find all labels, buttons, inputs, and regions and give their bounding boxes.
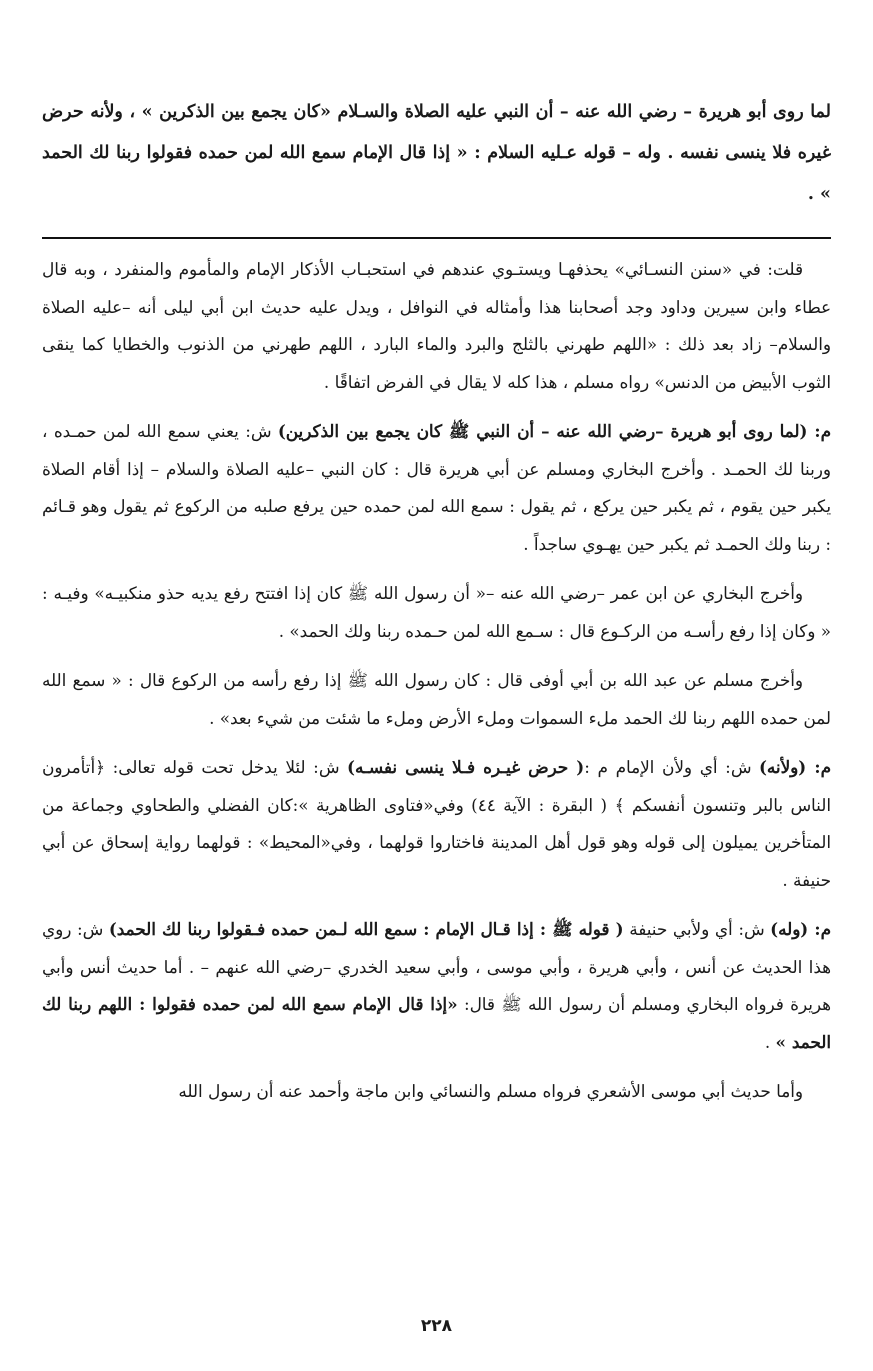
commentary-3c: . bbox=[764, 1031, 776, 1052]
matn-text: لما روى أبو هريرة – رضي الله عنه – أن النبي عليه الصلاة والسـلام «كان يجمع بين الذكرين » ، ولأنه حرض غيره فلا ينسى نفسه . وله – قوله عـليه السلام : « إذا قال الإمام سمع الله لمن حمده فقولوا ربنا لك الحمد » . bbox=[42, 102, 831, 204]
sharh-paragraph-5 bbox=[42, 749, 831, 899]
matn-quote-2: م: (ولأنه) bbox=[758, 757, 831, 777]
sharh-paragraph-4: وأخرج مسلم عن عبد الله بن أبي أوفى قال : كان رسول الله ﷺ إذا رفع رأسه من الركوع قال : « سمع الله لمن حمده اللهم ربنا لك الحمد ملء السموات وملء الأرض وملء ما شئت من شيء بعد» . bbox=[42, 670, 831, 728]
sharh-paragraph-6 bbox=[42, 911, 831, 1061]
sharh-paragraph-1: قلت: في «سنن النسـائي» يحذفهـا ويستـوي عندهم في استحبـاب الأذكار الإمام والمأموم والمنفرد ، وبه قال عطاء وابن سيرين وداود وجد أصحابنا هذا وأمثاله في النوافل ، ويدل عليه حديث ابن أبي ليلى أنه –عليه الصلاة والسلام– زاد بعد ذلك : «اللهم طهرني بالثلج والبرد والماء البارد ، اللهم طهرني من الذنوب والخطايا كما ينقى الثوب الأبيض من الدنس» رواه مسلم ، هذا كله لا يقال في الفرض اتفاقًا . bbox=[42, 259, 831, 392]
commentary-2b: ش: لئلا يدخل تحت قوله تعالى: ﴿أتأمرون الناس بالبر وتنسون أنفسكم ﴾ ( البقرة : الآية ٤٤) وفي«فتاوى الظاهرية »:كان الفضلي والطحاوي وجماعة من المتأخرين يميلون إلى قوله وهو قول أهل المدينة فاختاروا قولهما ، وفي«المحيط» : قولهما رواية إسحاق عن أبي حنيفة . bbox=[42, 757, 831, 890]
sharh-paragraph-2 bbox=[42, 413, 831, 563]
commentary-2a: ش: أي ولأن الإمام م : bbox=[584, 757, 759, 777]
matn-quote-5: ( قوله ﷺ : إذا قـال الإمام : سمع الله لـمن حمده فـقولوا ربنا لك الحمد) bbox=[108, 919, 624, 939]
commentary-3a: ش: أي ولأبي حنيفة bbox=[623, 919, 771, 939]
sharh-paragraph-3: وأخرج البخاري عن ابن عمر –رضي الله عنه –« أن رسول الله ﷺ كان إذا افتتح رفع يديه حذو منكبيـه» وفيـه : « وكان إذا رفع رأسـه من الركـوع قال : سـمع الله لمن حـمده ربنا ولك الحمد» . bbox=[42, 583, 831, 641]
sharh-paragraph-7: وأما حديث أبي موسى الأشعري فرواه مسلم والنسائي وابن ماجة وأحمد عنه أن رسول الله bbox=[178, 1081, 803, 1101]
hadith-quote: «إذا قال الإمام سمع الله لمن حمده فقولوا : اللهم ربنا لك الحمد » bbox=[42, 994, 831, 1052]
page-number: ٢٢٨ bbox=[420, 1316, 453, 1336]
matn-section bbox=[42, 92, 831, 215]
commentary-1: ش: يعني سمع الله لمن حمـده ، وربنا لك الحمـد . وأخرج البخاري ومسلم عن أبي هريرة قال : كان النبي –عليه الصلاة والسلام – إذا أقام الصلاة يكبر حين يقوم ، ثم يكبر حين يركع ، ثم يقول : سمع الله لمن حمده حين يرفع صلبه من الركوع ثم يقول وهو قـائم : ربنا ولك الحمـد ثم يكبر حين يهـوي ساجداً . bbox=[42, 421, 831, 554]
page-content bbox=[42, 92, 831, 1371]
matn-quote-3: ( حرض غيـره فـلا ينسى نفسـه) bbox=[347, 757, 585, 777]
matn-quote-1: م: (لما روى أبو هريرة –رضي الله عنه – أن النبي ﷺ كان يجمع بين الذكرين) bbox=[277, 421, 831, 441]
matn-quote-4: م: (وله) bbox=[770, 919, 831, 939]
commentary-3b: ش: روي هذا الحديث عن أنس ، وأبي هريرة ، وأبي موسى ، وأبي سعيد الخدري –رضي الله عنهم – . أما حديث أنس وأبي هريرة فرواه البخاري ومسلم أن رسول الله ﷺ قال: bbox=[42, 919, 831, 1014]
separator-rule bbox=[42, 237, 831, 239]
sharh-section bbox=[42, 251, 831, 1111]
